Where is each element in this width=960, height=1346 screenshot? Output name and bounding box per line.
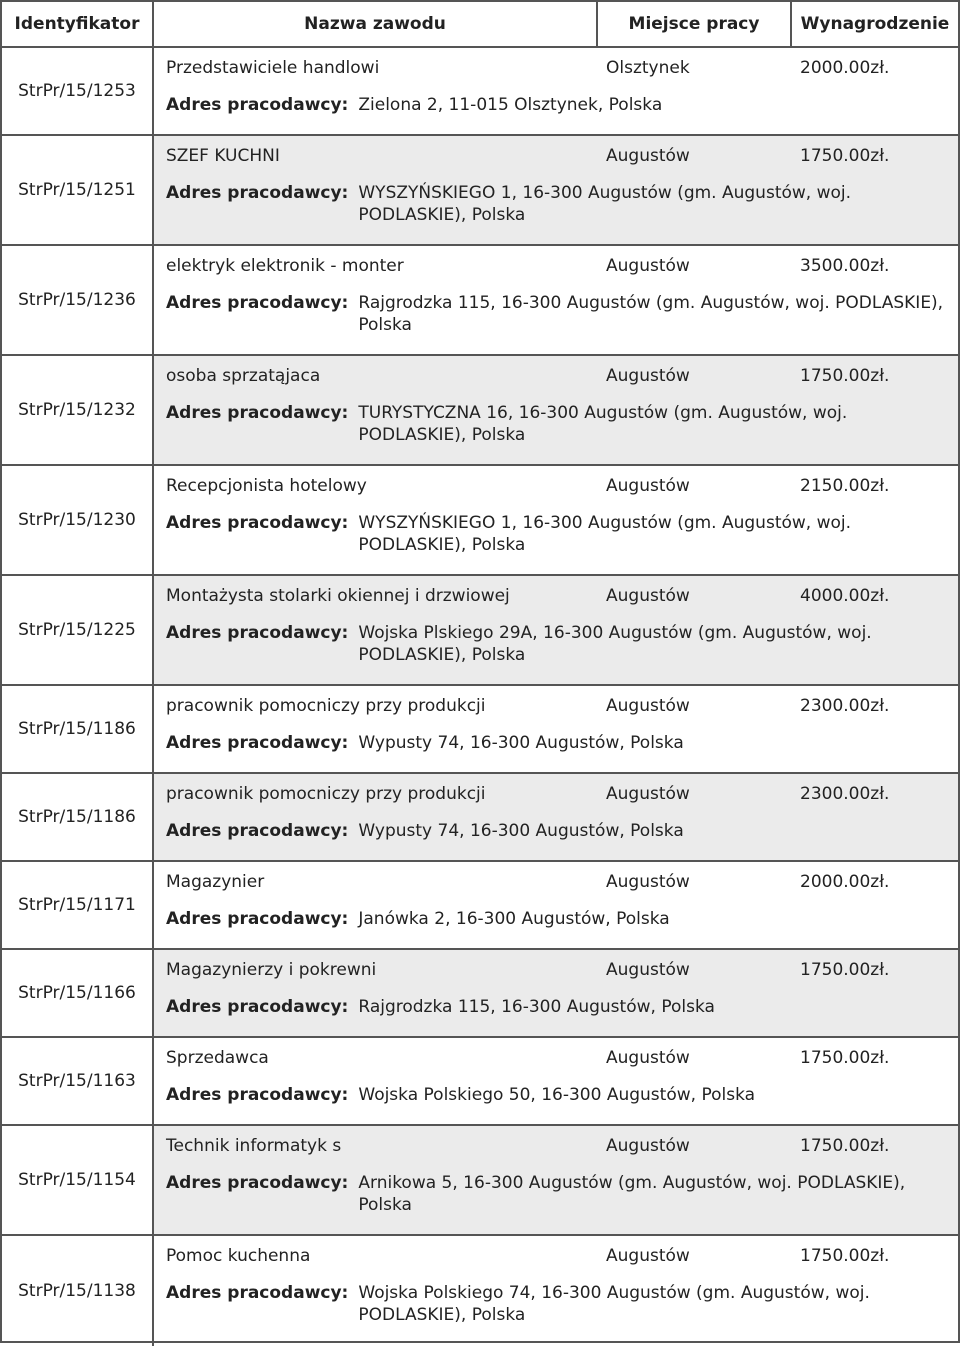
row-address-line xyxy=(154,902,958,948)
row-address-line xyxy=(154,616,958,684)
row-id: StrPr/15/1253 xyxy=(2,48,154,134)
row-body xyxy=(154,576,958,684)
address-label: Adres pracodawcy: xyxy=(166,733,349,753)
employer-address: Rajgrodzka 115, 16-300 Augustów (gm. Augustów, woj. PODLASKIE), Polska xyxy=(358,293,944,335)
row-id: StrPr/15/1171 xyxy=(2,862,154,948)
job-place: Augustów xyxy=(606,696,690,716)
job-name: pracownik pomocniczy przy produkcji xyxy=(166,696,486,716)
row-main-line xyxy=(154,686,958,726)
job-place: Augustów xyxy=(606,256,690,276)
job-place: Augustów xyxy=(606,366,690,386)
job-name: pracownik pomocniczy przy produkcji xyxy=(166,784,486,804)
row-main-line xyxy=(154,466,958,506)
row-body xyxy=(154,136,958,244)
row-id: StrPr/15/1138 xyxy=(2,1236,154,1346)
header-id: Identyfikator xyxy=(2,2,154,46)
job-name: Technik informatyk s xyxy=(166,1136,342,1156)
table-body xyxy=(2,48,958,1346)
job-name: SZEF KUCHNI xyxy=(166,146,280,166)
job-name: Magazynier xyxy=(166,872,265,892)
job-place: Augustów xyxy=(606,872,690,892)
row-body xyxy=(154,466,958,574)
address-label: Adres pracodawcy: xyxy=(166,623,349,643)
job-pay: 1750.00zł. xyxy=(800,1246,890,1266)
employer-address: Wypusty 74, 16-300 Augustów, Polska xyxy=(358,821,684,841)
job-name: osoba sprzatąjaca xyxy=(166,366,321,386)
employer-address: Zielona 2, 11-015 Olsztynek, Polska xyxy=(358,95,663,115)
table-row xyxy=(2,136,958,246)
table-row xyxy=(2,950,958,1038)
address-label: Adres pracodawcy: xyxy=(166,513,349,533)
job-place: Augustów xyxy=(606,1246,690,1266)
table-row xyxy=(2,774,958,862)
row-id: StrPr/15/1225 xyxy=(2,576,154,684)
row-id: StrPr/15/1232 xyxy=(2,356,154,464)
row-body xyxy=(154,48,958,134)
job-name: Recepcjonista hotelowy xyxy=(166,476,367,496)
row-address-line xyxy=(154,814,958,860)
address-label: Adres pracodawcy: xyxy=(166,95,349,115)
address-label: Adres pracodawcy: xyxy=(166,403,349,423)
job-name: elektryk elektronik - monter xyxy=(166,256,404,276)
row-body xyxy=(154,356,958,464)
header-pay: Wynagrodzenie xyxy=(800,14,950,34)
row-main-line xyxy=(154,774,958,814)
row-id: StrPr/15/1251 xyxy=(2,136,154,244)
row-address-line xyxy=(154,1166,958,1234)
row-id: StrPr/15/1166 xyxy=(2,950,154,1036)
table-row xyxy=(2,862,958,950)
row-address-line xyxy=(154,1078,958,1124)
table-row xyxy=(2,576,958,686)
row-address-line xyxy=(154,726,958,772)
job-name: Montażysta stolarki okiennej i drzwiowej xyxy=(166,586,510,606)
employer-address: Rajgrodzka 115, 16-300 Augustów, Polska xyxy=(358,997,715,1017)
job-place: Olsztynek xyxy=(606,58,690,78)
job-pay: 2150.00zł. xyxy=(800,476,890,496)
job-pay: 3500.00zł. xyxy=(800,256,890,276)
row-address-line xyxy=(154,1276,958,1344)
address-label: Adres pracodawcy: xyxy=(166,997,349,1017)
row-body xyxy=(154,1126,958,1234)
table-row xyxy=(2,1038,958,1126)
employer-address: Wojska Polskiego 74, 16-300 Augustów (gm. Augustów, woj. PODLASKIE), Polska xyxy=(358,1283,870,1325)
address-label: Adres pracodawcy: xyxy=(166,821,349,841)
job-name: Przedstawiciele handlowi xyxy=(166,58,380,78)
table-row xyxy=(2,466,958,576)
job-place: Augustów xyxy=(606,784,690,804)
row-main-line xyxy=(154,862,958,902)
row-body xyxy=(154,246,958,354)
row-main-line xyxy=(154,48,958,88)
row-main-line xyxy=(154,356,958,396)
table-row xyxy=(2,686,958,774)
row-body xyxy=(154,1038,958,1124)
row-id: StrPr/15/1230 xyxy=(2,466,154,574)
job-pay: 4000.00zł. xyxy=(800,586,890,606)
table-row xyxy=(2,356,958,466)
row-id: StrPr/15/1236 xyxy=(2,246,154,354)
job-name: Magazynierzy i pokrewni xyxy=(166,960,377,980)
row-body xyxy=(154,862,958,948)
employer-address: WYSZYŃSKIEGO 1, 16-300 Augustów (gm. Augustów, woj. PODLASKIE), Polska xyxy=(358,513,852,555)
row-main-line xyxy=(154,1038,958,1078)
row-main-line xyxy=(154,950,958,990)
job-pay: 2300.00zł. xyxy=(800,784,890,804)
row-body xyxy=(154,1236,958,1346)
job-name: Sprzedawca xyxy=(166,1048,269,1068)
row-address-line xyxy=(154,286,958,354)
job-pay: 2000.00zł. xyxy=(800,58,890,78)
row-address-line xyxy=(154,88,958,134)
job-pay: 1750.00zł. xyxy=(800,1048,890,1068)
table-header xyxy=(2,2,958,48)
job-pay: 1750.00zł. xyxy=(800,1136,890,1156)
job-place: Augustów xyxy=(606,1136,690,1156)
address-label: Adres pracodawcy: xyxy=(166,293,349,313)
address-label: Adres pracodawcy: xyxy=(166,1283,349,1303)
job-pay: 1750.00zł. xyxy=(800,146,890,166)
job-pay: 2000.00zł. xyxy=(800,872,890,892)
row-id: StrPr/15/1186 xyxy=(2,686,154,772)
employer-address: TURYSTYCZNA 16, 16-300 Augustów (gm. Augustów, woj. PODLASKIE), Polska xyxy=(358,403,848,445)
job-place: Augustów xyxy=(606,476,690,496)
address-label: Adres pracodawcy: xyxy=(166,183,349,203)
row-main-line xyxy=(154,1236,958,1276)
row-main-line xyxy=(154,1126,958,1166)
row-body xyxy=(154,950,958,1036)
header-name: Nazwa zawodu xyxy=(154,2,598,46)
row-address-line xyxy=(154,506,958,574)
job-pay: 1750.00zł. xyxy=(800,960,890,980)
row-main-line xyxy=(154,246,958,286)
row-body xyxy=(154,686,958,772)
row-id: StrPr/15/1154 xyxy=(2,1126,154,1234)
row-main-line xyxy=(154,576,958,616)
row-address-line xyxy=(154,396,958,464)
job-place: Augustów xyxy=(606,1048,690,1068)
job-pay: 1750.00zł. xyxy=(800,366,890,386)
table-row xyxy=(2,246,958,356)
row-address-line xyxy=(154,176,958,244)
job-place: Augustów xyxy=(606,586,690,606)
job-place: Augustów xyxy=(606,146,690,166)
address-label: Adres pracodawcy: xyxy=(166,1085,349,1105)
row-body xyxy=(154,774,958,860)
table-row xyxy=(2,48,958,136)
job-pay: 2300.00zł. xyxy=(800,696,890,716)
employer-address: Arnikowa 5, 16-300 Augustów (gm. Augustów, woj. PODLASKIE), Polska xyxy=(358,1173,906,1215)
row-main-line xyxy=(154,136,958,176)
row-address-line xyxy=(154,990,958,1036)
address-label: Adres pracodawcy: xyxy=(166,909,349,929)
employer-address: Janówka 2, 16-300 Augustów, Polska xyxy=(358,909,670,929)
job-place: Augustów xyxy=(606,960,690,980)
employer-address: WYSZYŃSKIEGO 1, 16-300 Augustów (gm. Augustów, woj. PODLASKIE), Polska xyxy=(358,183,852,225)
employer-address: Wypusty 74, 16-300 Augustów, Polska xyxy=(358,733,684,753)
row-id: StrPr/15/1186 xyxy=(2,774,154,860)
table-row xyxy=(2,1126,958,1236)
employer-address: Wojska Plskiego 29A, 16-300 Augustów (gm. Augustów, woj. PODLASKIE), Polska xyxy=(358,623,872,665)
header-place: Miejsce pracy xyxy=(598,2,792,46)
table-row xyxy=(2,1236,958,1346)
row-id: StrPr/15/1163 xyxy=(2,1038,154,1124)
address-label: Adres pracodawcy: xyxy=(166,1173,349,1193)
job-name: Pomoc kuchenna xyxy=(166,1246,311,1266)
employer-address: Wojska Polskiego 50, 16-300 Augustów, Polska xyxy=(358,1085,756,1105)
